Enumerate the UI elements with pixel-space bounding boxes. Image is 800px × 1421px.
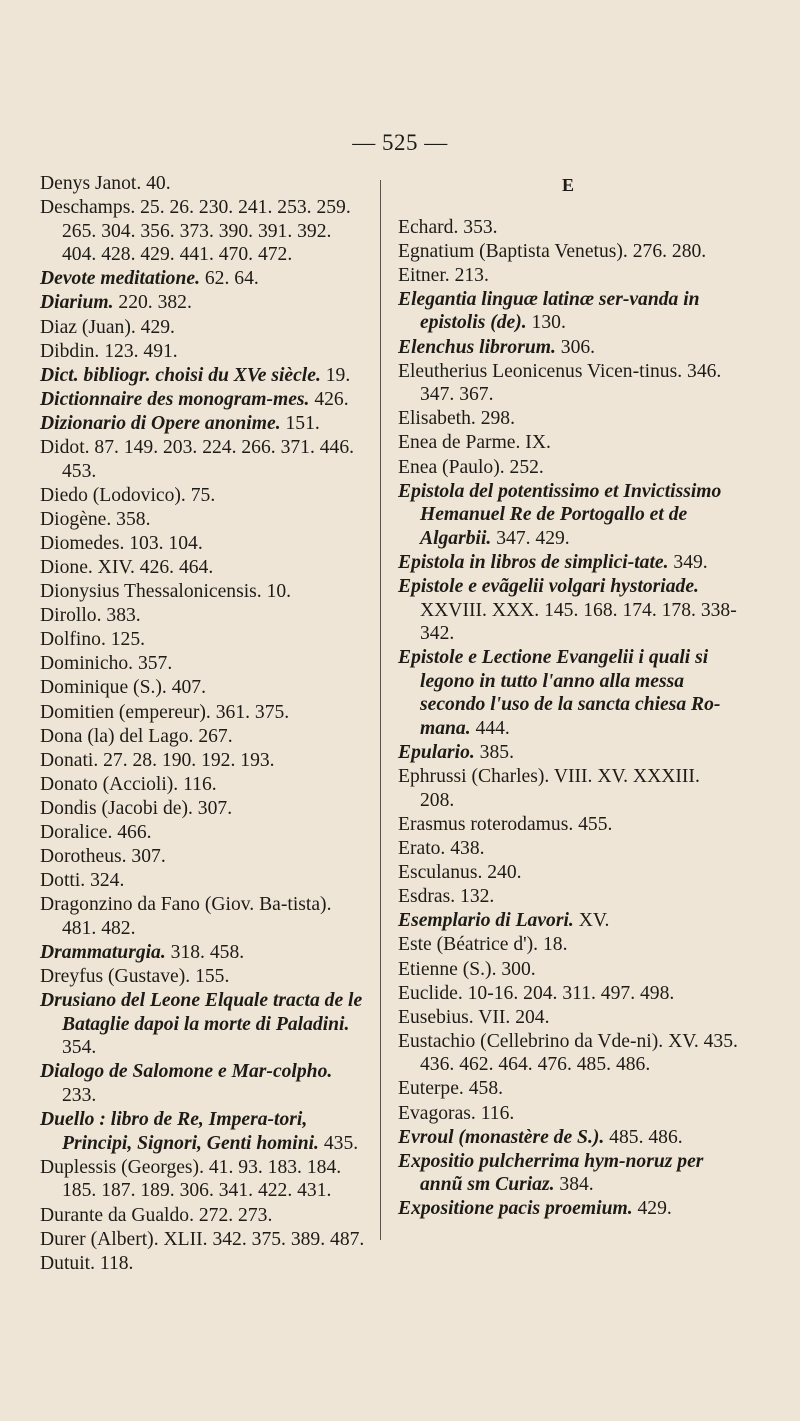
index-entry: [40, 965, 370, 989]
entry-text: Dione. XIV. 426. 464.: [40, 557, 214, 578]
entry-text: Enea (Paulo). 252.: [398, 456, 544, 478]
entry-text: Diomedes. 103. 104.: [40, 532, 203, 554]
entry-title: Dict. bibliogr. choisi du XVe siècle.: [40, 364, 321, 386]
entry-text: Egnatium (Baptista Venetus). 276. 280.: [398, 240, 707, 262]
entry-text: Esdras. 132.: [398, 886, 495, 908]
index-entry: [40, 1252, 370, 1276]
index-entry: [398, 837, 738, 861]
entry-title: Expositione pacis proemium.: [398, 1198, 633, 1220]
index-entry: [40, 1156, 370, 1203]
entry-title: Devote meditatione.: [40, 268, 200, 290]
index-entry: [40, 532, 370, 556]
index-entry: [398, 480, 738, 551]
entry-text: 62. 64.: [199, 268, 259, 290]
entry-text: Esculanus. 240.: [398, 862, 522, 884]
entry-text: Eitner. 213.: [398, 264, 489, 286]
index-entry: [398, 456, 738, 480]
index-entry: [40, 436, 370, 483]
index-entry: [398, 240, 738, 264]
index-entry: [398, 575, 738, 646]
index-entry: [40, 869, 370, 893]
entry-title: Duello : libro de Re, Impera-tori, Principi, Signori, Genti homini.: [40, 1109, 319, 1154]
entry-title: Elenchus librorum.: [398, 336, 556, 358]
entry-text: 385.: [474, 742, 514, 764]
entry-text: Dondis (Jacobi de). 307.: [40, 797, 233, 819]
index-entry: [398, 646, 738, 740]
entry-title: Dictionnaire des monogram-mes.: [40, 388, 310, 410]
index-entry: [398, 933, 738, 957]
entry-text: 349.: [668, 551, 708, 573]
index-entry: [40, 508, 370, 532]
entry-text: Durer (Albert). XLII. 342. 375. 389. 487.: [40, 1228, 365, 1250]
entry-text: 429.: [632, 1198, 672, 1220]
entry-text: Denys Janot. 40.: [40, 173, 171, 194]
entry-title: Esemplario di Lavori.: [398, 910, 574, 932]
index-entry: [40, 1228, 370, 1252]
entry-text: Dirollo. 383.: [40, 605, 141, 627]
index-column-right: [398, 172, 738, 1222]
entry-text: Dutuit. 118.: [40, 1252, 134, 1274]
entry-text: Evagoras. 116.: [398, 1102, 515, 1124]
index-entry: [398, 909, 738, 933]
entry-text: Dorotheus. 307.: [40, 846, 166, 868]
index-entry: [40, 652, 370, 676]
entry-title: Dialogo de Salomone e Mar-colpho.: [40, 1061, 333, 1083]
entry-text: 19.: [320, 364, 351, 386]
index-entry: [398, 1077, 738, 1101]
entry-text: Donato (Accioli). 116.: [40, 773, 217, 795]
index-entry: [40, 316, 370, 340]
entry-text: 306.: [555, 336, 596, 358]
entry-text: 233.: [62, 1085, 97, 1107]
index-entry: [398, 885, 738, 909]
page-number: — 525 —: [352, 130, 448, 155]
index-entry: [40, 773, 370, 797]
index-entry: [40, 364, 370, 388]
index-entry: [40, 267, 370, 291]
entry-text: Echard. 353.: [398, 216, 498, 238]
index-entry: [398, 765, 738, 812]
column-divider: [380, 180, 381, 1240]
entry-text: Domitien (empereur). 361. 375.: [40, 701, 290, 723]
index-entry: [398, 264, 738, 288]
index-entry: [40, 412, 370, 436]
entry-text: Eusebius. VII. 204.: [398, 1006, 550, 1028]
entry-text: Deschamps. 25. 26. 230. 241. 253. 259. 265. 304. 356. 373. 390. 391. 392. 404. 428. 429. 441. 470. 472.: [40, 197, 351, 266]
index-entry: [398, 360, 738, 407]
index-entry: [398, 741, 738, 765]
entry-text: Eleutherius Leonicenus Vicen-tinus. 346. 347. 367.: [398, 360, 722, 406]
entry-text: Ephrussi (Charles). VIII. XV. XXXIII. 208.: [398, 766, 700, 811]
entry-text: Erato. 438.: [398, 838, 485, 860]
entry-text: Erasmus roterodamus. 455.: [398, 813, 613, 835]
entry-title: Diarium.: [40, 292, 114, 314]
entry-title: Elegantia linguæ latinæ ser-vanda in epistolis (de).: [398, 288, 700, 334]
index-entry: [398, 431, 738, 455]
index-entry: [40, 893, 370, 940]
index-entry: [398, 813, 738, 837]
entry-text: 354.: [62, 1037, 97, 1059]
index-entry: [40, 676, 370, 700]
entry-text: Etienne (S.). 300.: [398, 958, 536, 980]
index-column-left: [40, 172, 370, 1276]
index-entry: [398, 407, 738, 431]
entry-text: 485. 486.: [604, 1126, 683, 1148]
entry-text: 130.: [526, 312, 566, 334]
index-entry: [398, 958, 738, 982]
entry-text: 318. 458.: [165, 942, 245, 963]
index-entry: [398, 1102, 738, 1126]
entry-title: Expositio pulcherrima hym-noruz per annũ sm Curiaz.: [398, 1150, 704, 1196]
index-entry: [40, 1204, 370, 1228]
index-entry: [398, 288, 738, 335]
entry-text: Durante da Gualdo. 272. 273.: [40, 1204, 273, 1226]
entry-text: Diogène. 358.: [40, 508, 151, 530]
entry-text: Este (Béatrice d'). 18.: [398, 934, 568, 956]
index-entry: [40, 172, 370, 196]
index-entry: [40, 556, 370, 580]
index-entry: [398, 861, 738, 885]
entry-text: 435.: [318, 1132, 359, 1154]
entry-text: Dibdin. 123. 491.: [40, 340, 178, 362]
entry-text: Duplessis (Georges). 41. 93. 183. 184. 185. 187. 189. 306. 341. 422. 431.: [40, 1156, 342, 1202]
index-entry: [40, 749, 370, 773]
index-entry: [40, 1060, 370, 1107]
entry-text: 426.: [309, 388, 349, 410]
entry-text: Dona (la) del Lago. 267.: [40, 725, 233, 747]
section-letter: E: [561, 175, 574, 195]
entry-text: 347. 429.: [491, 527, 570, 549]
entry-text: Dragonzino da Fano (Giov. Ba-tista). 481. 482.: [40, 894, 332, 939]
index-entry: [40, 701, 370, 725]
entry-title: Evroul (monastère de S.).: [398, 1126, 605, 1148]
index-entry: [40, 580, 370, 604]
index-entry: [398, 982, 738, 1006]
entry-text: Dotti. 324.: [40, 870, 125, 892]
index-entry: [40, 388, 370, 412]
entry-text: Dreyfus (Gustave). 155.: [40, 966, 230, 988]
index-entry: [40, 821, 370, 845]
entry-text: 384.: [554, 1174, 594, 1196]
entry-title: Epistole e evãgelii volgari hystoriade.: [398, 576, 699, 597]
index-entry: [40, 797, 370, 821]
index-entry: [40, 484, 370, 508]
index-entry: [398, 1197, 738, 1221]
entry-text: Enea de Parme. IX.: [398, 432, 551, 454]
entry-text: Elisabeth. 298.: [398, 408, 515, 430]
entry-title: Drammaturgia.: [40, 942, 166, 963]
index-entry: [40, 845, 370, 869]
entry-text: Donati. 27. 28. 190. 192. 193.: [40, 749, 275, 771]
entry-text: Euterpe. 458.: [398, 1078, 504, 1100]
entry-text: 151.: [280, 412, 320, 434]
index-entry: [40, 196, 370, 267]
entry-text: Euclide. 10-16. 204. 311. 497. 498.: [398, 982, 675, 1004]
index-entry: [40, 291, 370, 315]
entry-title: Dizionario di Opere anonime.: [40, 412, 281, 434]
entry-text: Diedo (Lodovico). 75.: [40, 484, 216, 506]
index-entry: [40, 941, 370, 965]
entry-title: Epulario.: [398, 742, 475, 764]
entry-text: 444.: [470, 718, 510, 740]
entry-text: Doralice. 466.: [40, 822, 152, 844]
index-entry: [398, 1126, 738, 1150]
entry-text: Dolfino. 125.: [40, 629, 146, 651]
entry-title: Epistola in libros de simplici-tate.: [398, 551, 669, 573]
index-entry: [398, 1030, 738, 1077]
index-entry: [398, 551, 738, 575]
entry-text: 220. 382.: [113, 292, 192, 314]
entry-text: Didot. 87. 149. 203. 224. 266. 371. 446. 453.: [40, 437, 355, 482]
index-entry: [398, 216, 738, 240]
entry-title: Drusiano del Leone Elquale tracta de le Bataglie dapoi la morte di Paladini.: [40, 990, 363, 1035]
index-entry: [398, 1006, 738, 1030]
index-entry: [40, 989, 370, 1060]
entry-text: Dominique (S.). 407.: [40, 677, 206, 699]
entry-title: Epistole e Lectione Evangelii i quali si legono in tutto l'anno alla messa secondo l'uso de la sancta chiesa Ro-mana.: [398, 647, 721, 740]
index-entry: [40, 604, 370, 628]
entry-text: Dominicho. 357.: [40, 653, 173, 675]
entry-title: Epistola del potentissimo et Invictissimo Hemanuel Re de Portogallo et de Algarbii.: [398, 480, 722, 549]
index-entry: [398, 1150, 738, 1197]
entry-text: Dionysius Thessalonicensis. 10.: [40, 581, 292, 603]
entry-text: XV.: [573, 910, 610, 932]
entry-text: XXVIII. XXX. 145. 168. 174. 178. 338-342.: [420, 599, 737, 645]
index-entry: [40, 1108, 370, 1155]
index-entry: [40, 725, 370, 749]
entry-text: Eustachio (Cellebrino da Vde-ni). XV. 435. 436. 462. 464. 476. 485. 486.: [398, 1030, 738, 1076]
index-entry: [398, 336, 738, 360]
index-entry: [40, 628, 370, 652]
entry-text: Diaz (Juan). 429.: [40, 316, 175, 338]
index-entry: [40, 340, 370, 364]
